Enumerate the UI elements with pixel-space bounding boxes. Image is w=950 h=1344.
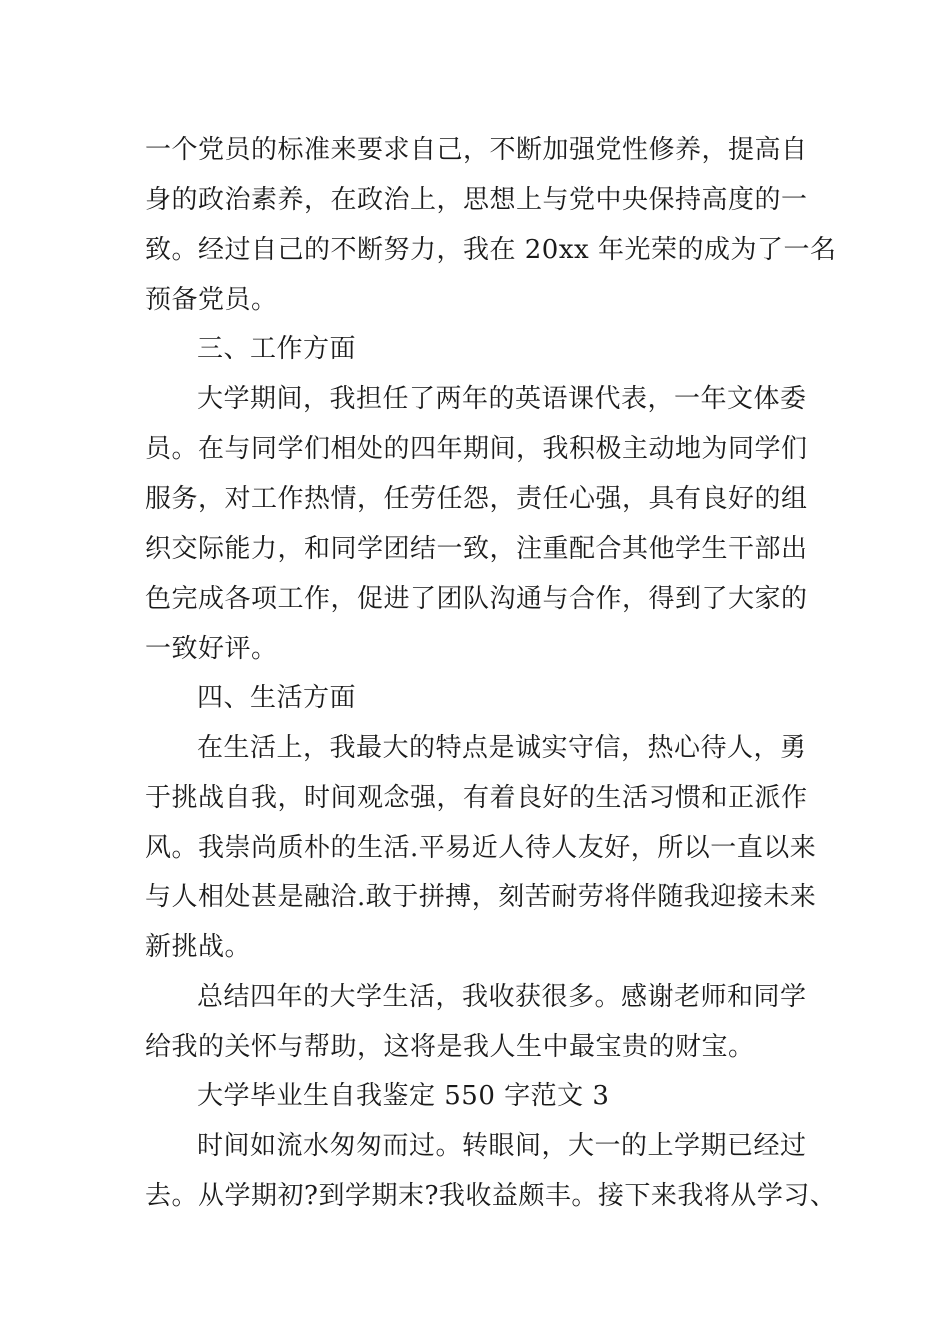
paragraph-line: 织交际能力，和同学团结一致，注重配合其他学生干部出 bbox=[145, 534, 808, 564]
paragraph-line: 服务，对工作热情，任劳任怨，责任心强，具有良好的组 bbox=[145, 484, 808, 514]
paragraph-line: 新挑战。 bbox=[145, 932, 252, 962]
paragraph-line: 身的政治素养，在政治上，思想上与党中央保持高度的一 bbox=[145, 185, 808, 215]
paragraph-line: 时间如流水匆匆而过。转眼间，大一的上学期已经过 bbox=[197, 1131, 807, 1161]
paragraph-line: 给我的关怀与帮助，这将是我人生中最宝贵的财宝。 bbox=[145, 1032, 755, 1062]
paragraph-line: 预备党员。 bbox=[145, 285, 278, 315]
section-heading-work: 三、工作方面 bbox=[197, 334, 357, 364]
paragraph-line: 一个党员的标准来要求自己，不断加强党性修养，提高自 bbox=[145, 135, 808, 165]
paragraph-line: 与人相处甚是融洽.敢于拼搏，刻苦耐劳将伴随我迎接未来 bbox=[145, 882, 817, 912]
paragraph-line: 在生活上，我最大的特点是诚实守信，热心待人，勇 bbox=[197, 733, 807, 763]
paragraph-line: 一致好评。 bbox=[145, 634, 278, 664]
paragraph-line: 于挑战自我，时间观念强，有着良好的生活习惯和正派作 bbox=[145, 783, 808, 813]
paragraph-line: 大学期间，我担任了两年的英语课代表，一年文体委 bbox=[197, 384, 807, 414]
section-heading-life: 四、生活方面 bbox=[197, 683, 357, 713]
paragraph-line: 风。我崇尚质朴的生活.平易近人待人友好，所以一直以来 bbox=[145, 833, 817, 863]
paragraph-line: 总结四年的大学生活，我收获很多。感谢老师和同学 bbox=[197, 982, 807, 1012]
paragraph-line: 色完成各项工作，促进了团队沟通与合作，得到了大家的 bbox=[145, 584, 808, 614]
paragraph-line: 致。经过自己的不断努力，我在 20xx 年光荣的成为了一名 bbox=[145, 235, 837, 265]
essay-title: 大学毕业生自我鉴定 550 字范文 3 bbox=[197, 1081, 610, 1111]
paragraph-line: 去。从学期初?到学期末?我收益颇丰。接下来我将从学习、 bbox=[145, 1181, 837, 1211]
paragraph-line: 员。在与同学们相处的四年期间，我积极主动地为同学们 bbox=[145, 434, 808, 464]
